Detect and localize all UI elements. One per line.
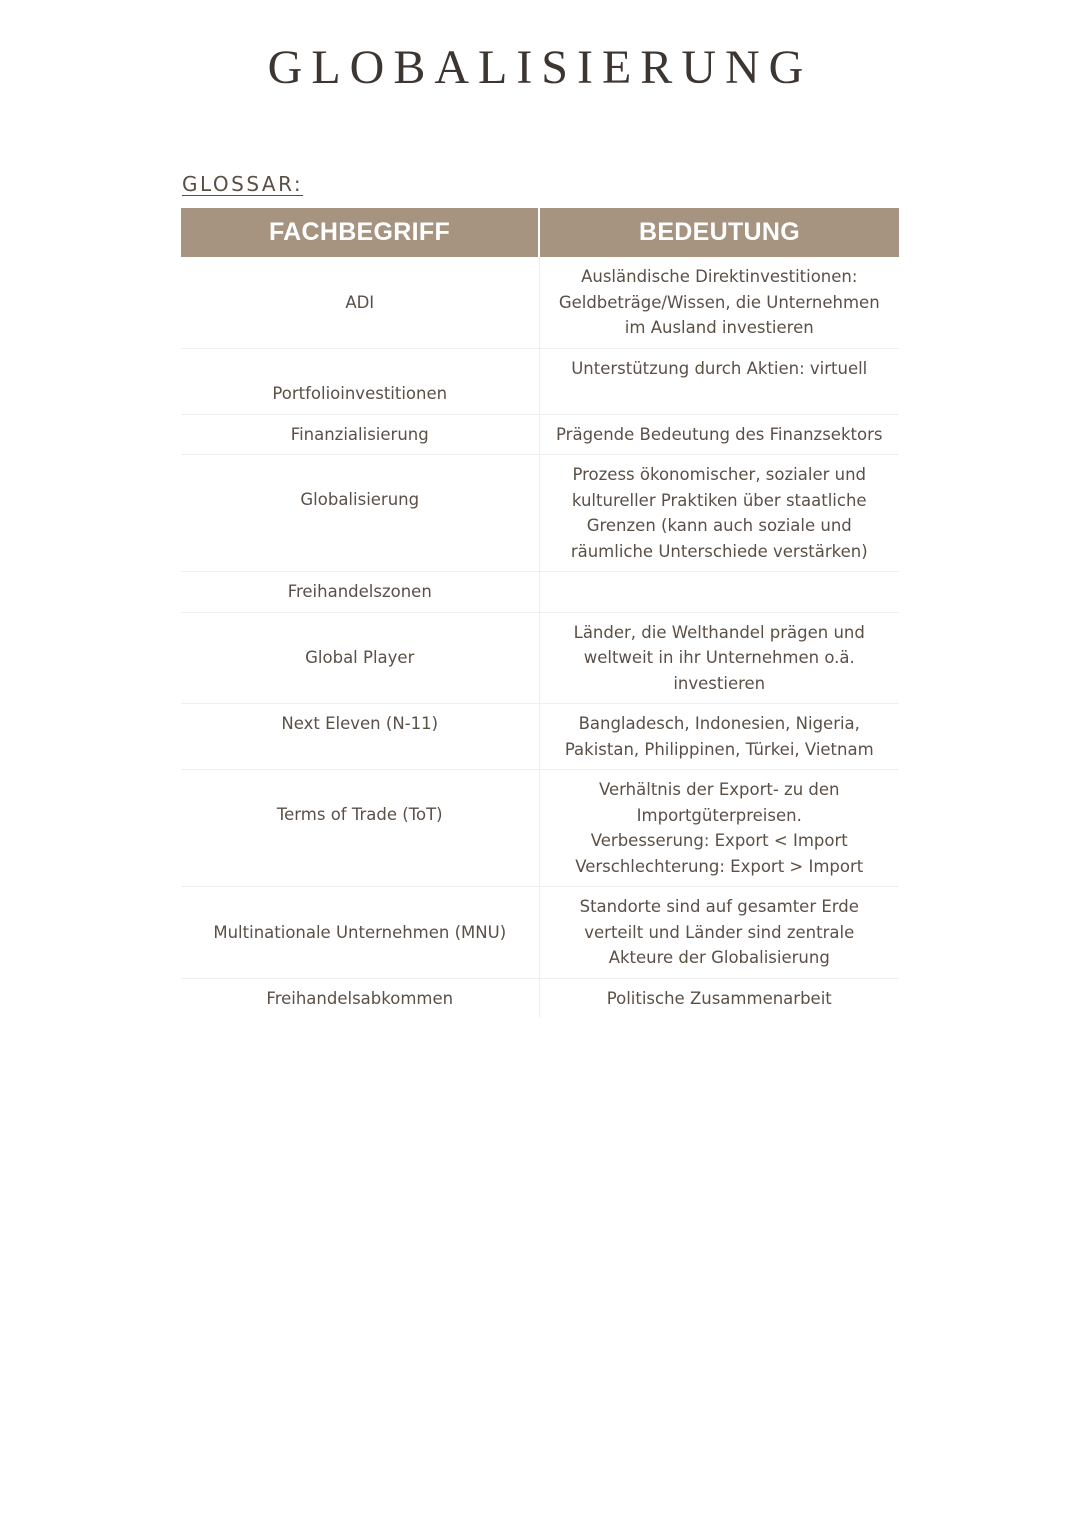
definition-line: Verbesserung: Export < Import: [590, 831, 848, 850]
definition-line: Akteure der Globalisierung: [608, 948, 830, 967]
table-row-mnu: [181, 887, 899, 979]
definition-cell: [539, 414, 899, 455]
definition-line: Prozess ökonomischer, sozialer und: [572, 465, 867, 484]
definition-line: Pakistan, Philippinen, Türkei, Vietnam: [564, 739, 874, 759]
definition-line: investieren: [673, 673, 766, 693]
term-cell: Next Eleven (N-11): [181, 704, 539, 770]
term-cell: Multinationale Unternehmen (MNU): [181, 887, 539, 979]
table-row-portfolioinvestitionen: [181, 348, 899, 414]
term-cell: Portfolioinvestitionen: [181, 348, 539, 414]
term-cell: Finanzialisierung: [181, 414, 539, 455]
term-cell: Global Player: [181, 612, 539, 704]
table-row-terms-of-trade: [181, 770, 899, 887]
definition-line: Ausländische Direktinvestitionen:: [581, 267, 858, 286]
table-row-globalisierung: [181, 455, 899, 572]
term-cell: Terms of Trade (ToT): [181, 770, 539, 887]
table-row-freihandelsabkommen: [181, 978, 899, 1018]
definition-cell: [539, 704, 899, 770]
table-row-global-player: [181, 612, 899, 704]
definition-line: Verhältnis der Export- zu den: [599, 780, 840, 799]
page-title: GLOBALISIERUNG: [267, 41, 813, 94]
glossary-table: [181, 208, 899, 1018]
definition-line: Grenzen (kann auch soziale und: [586, 516, 852, 535]
definition-line: verteilt und Länder sind zentrale: [584, 922, 855, 942]
definition-cell: [539, 978, 899, 1018]
column-header-fachbegriff: FACHBEGRIFF: [181, 208, 539, 257]
definition-line: räumliche Unterschiede verstärken): [570, 541, 868, 561]
term-cell: Freihandelszonen: [181, 572, 539, 613]
definition-cell-empty: [539, 572, 899, 613]
table-row-finanzialisierung: [181, 414, 899, 455]
definition-cell: [539, 770, 899, 887]
term-cell: ADI: [181, 257, 539, 348]
term-cell: Freihandelsabkommen: [181, 978, 539, 1018]
definition-line: Unterstützung durch Aktien: virtuell: [571, 358, 868, 378]
glossary-header-row: [181, 208, 899, 257]
term-cell: Globalisierung: [181, 455, 539, 572]
definition-line: Bangladesch, Indonesien, Nigeria,: [578, 714, 860, 733]
definition-cell: [539, 257, 899, 348]
column-header-bedeutung: BEDEUTUNG: [539, 208, 899, 257]
definition-line: Länder, die Welthandel prägen und: [573, 622, 865, 642]
definition-line: Politische Zusammenarbeit: [606, 988, 832, 1008]
definition-cell: [539, 455, 899, 572]
definition-line: kultureller Praktiken über staatliche: [571, 490, 867, 510]
definition-cell: [539, 348, 899, 414]
table-row-freihandelszonen: [181, 572, 899, 613]
definition-line: im Ausland investieren: [624, 318, 814, 337]
definition-line: Prägende Bedeutung des Finanzsektors: [556, 424, 883, 444]
definition-line: Verschlechterung: Export > Import: [575, 856, 864, 876]
definition-cell: [539, 887, 899, 979]
definition-cell: [539, 612, 899, 704]
definition-line: Importgüterpreisen.: [636, 805, 802, 825]
section-label-glossar: GLOSSAR:: [182, 172, 304, 196]
definition-line: Standorte sind auf gesamter Erde: [579, 897, 859, 916]
table-row-next-eleven: [181, 704, 899, 770]
definition-line: weltweit in ihr Unternehmen o.ä.: [583, 648, 855, 667]
table-row-adi: [181, 257, 899, 348]
definition-line: Geldbeträge/Wissen, die Unternehmen: [558, 292, 880, 312]
